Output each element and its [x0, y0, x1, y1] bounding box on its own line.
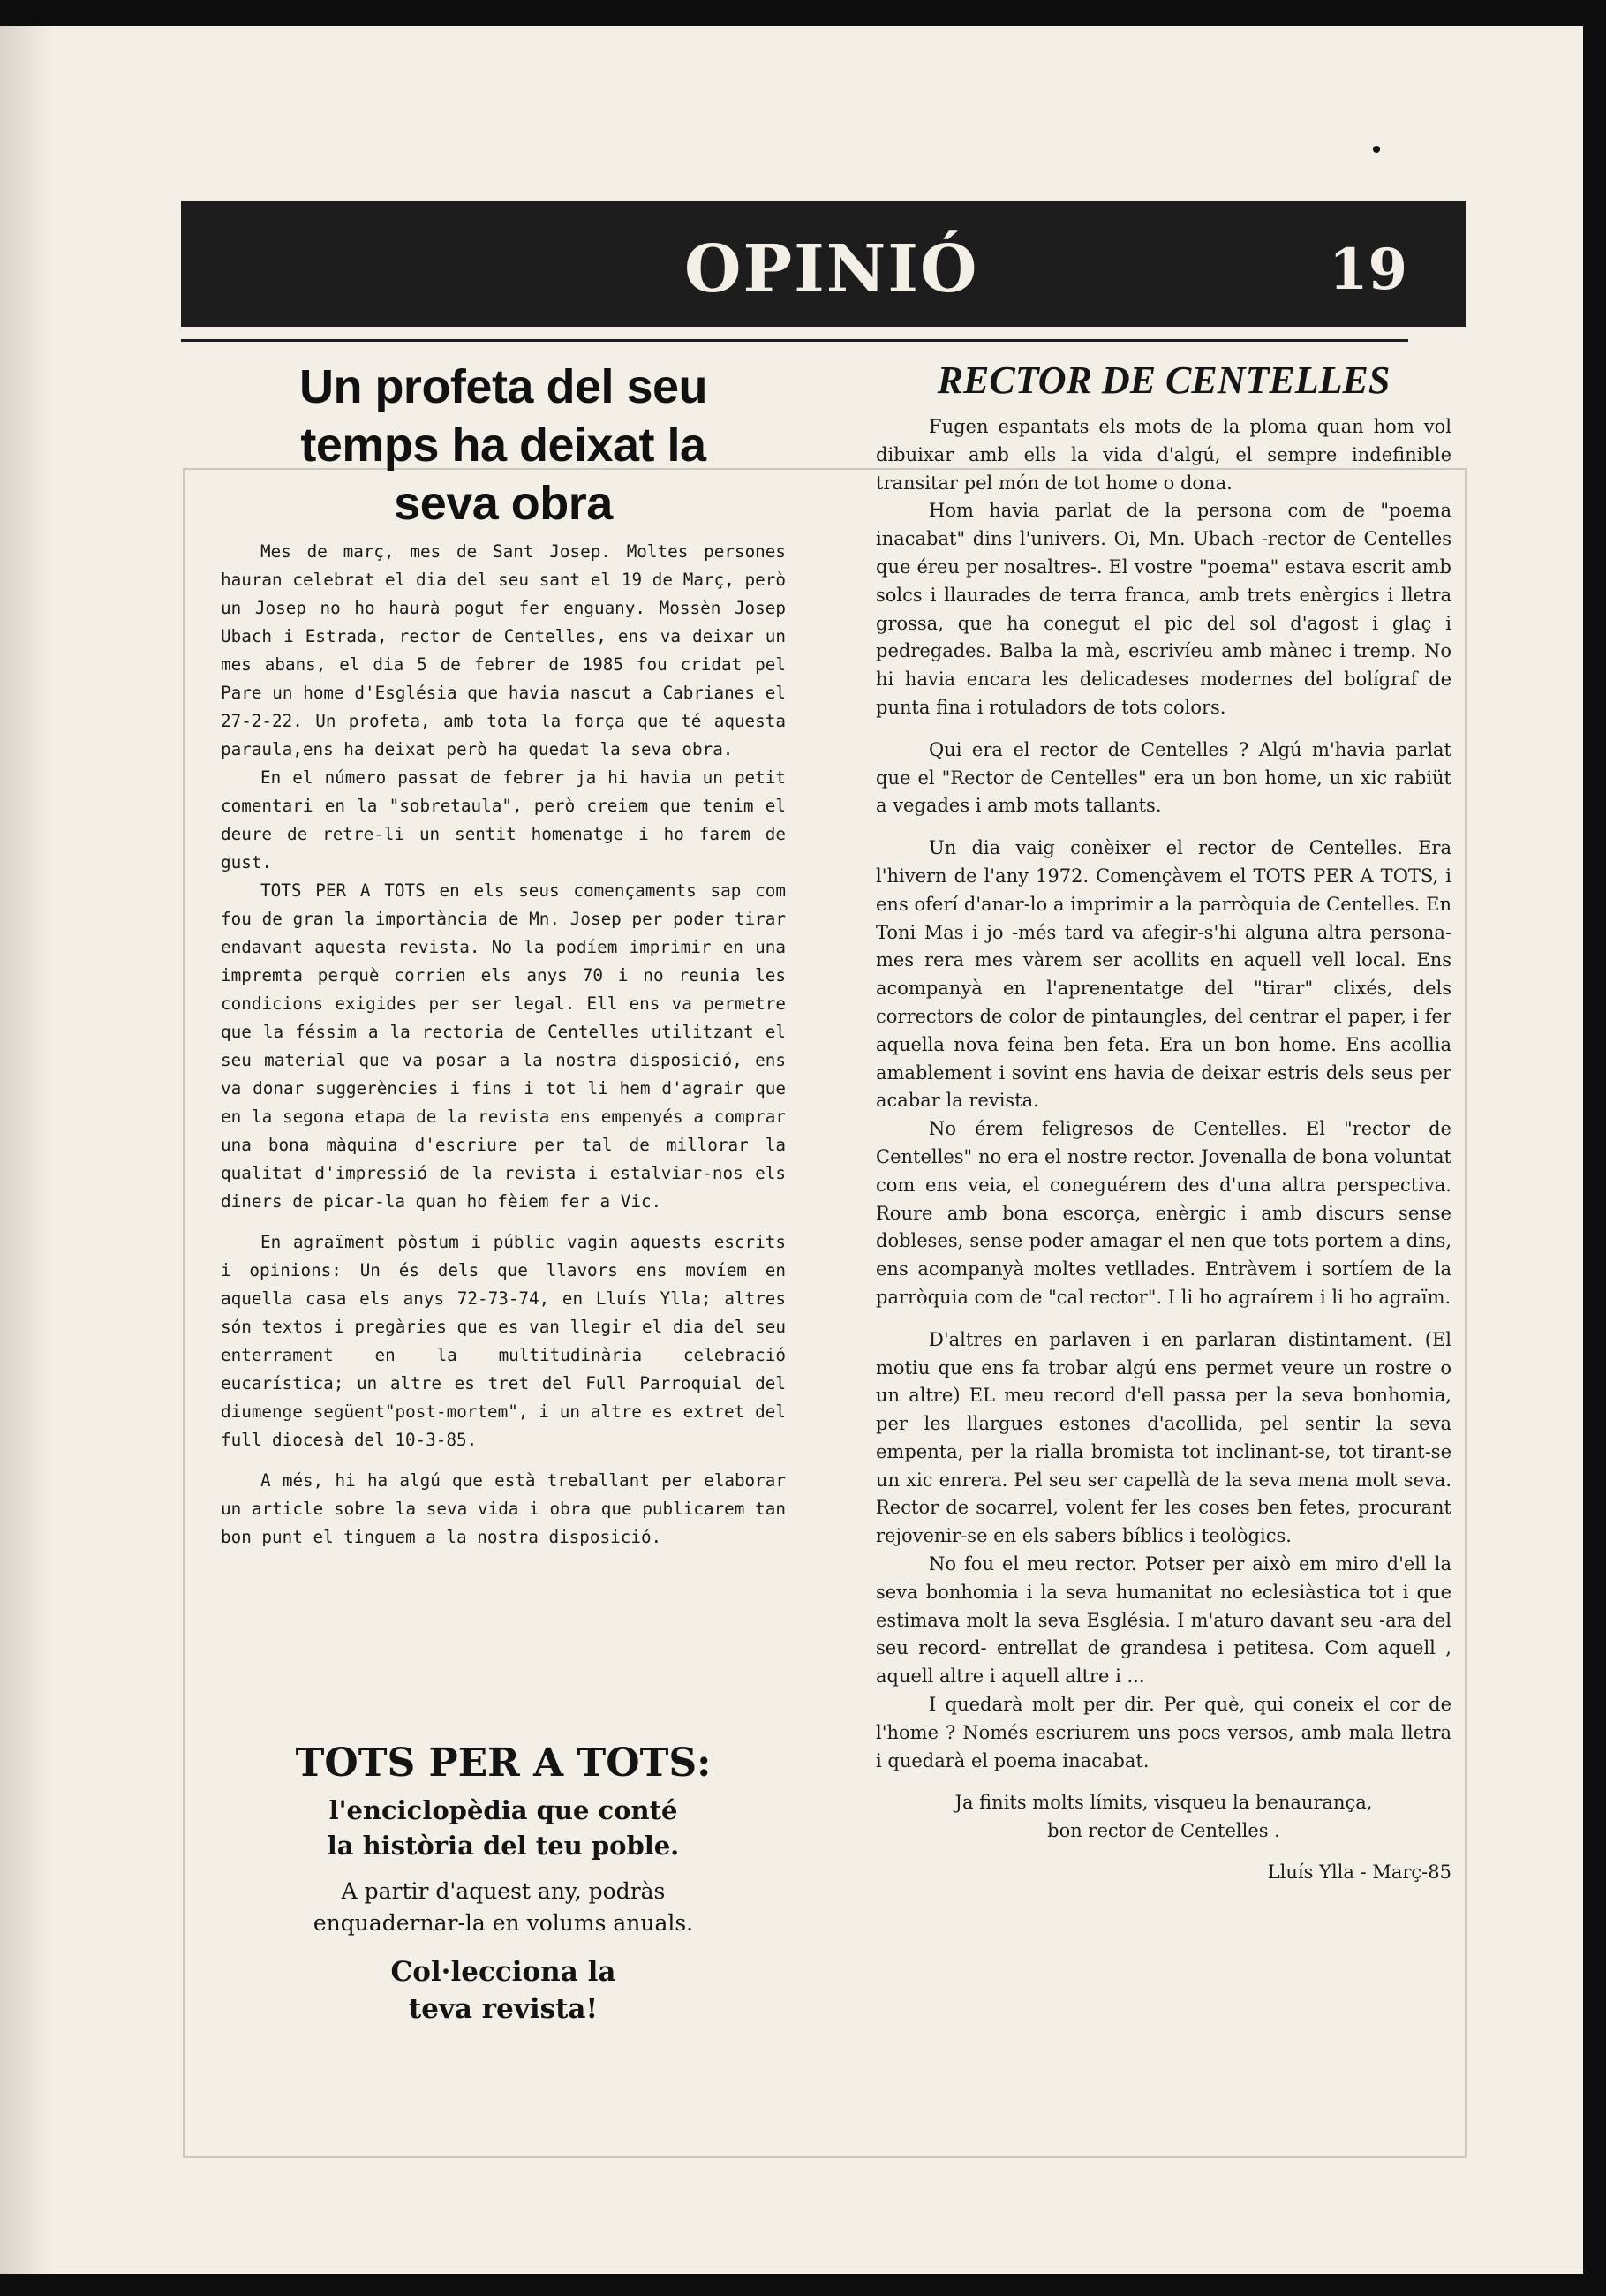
- article-paragraph: Mes de març, mes de Sant Josep. Moltes persones hauran celebrat el dia del seu sant el 19 de Març, però un Josep no ho haurà pogut fer enguany. Mossèn Josep Ubach i Estrada, rector de Centelles, ens va deixar un mes abans, el dia 5 de febrer de 1985 fou cridat pel Pare un home d'Església que havia nascut a Cabrianes el 27-2-22. Un profeta, amb tota la força que té aquesta paraula,ens ha deixat però ha quedat la seva obra.: [221, 541, 786, 759]
- article-paragraph: Un dia vaig conèixer el rector de Centelles. Era l'hivern de l'any 1972. Començàvem el TOTS PER A TOTS, i ens oferí d'anar-lo a imprimir a la parròquia de Centelles. En Toni Mas i jo -més tard va afegir-s'hi alguna altra persona- mes rera mes vàrem ser acollits en aquell vell local. Ens acompanyà en l'aprenentatge del "tirar" clixés, dels correctors de color de pintaungles, del centrar el paper, i fer aquella nova feina ben feta. Era un bon home. Ens acollia amablement i sovint ens havia de deixar estris dels seus per acabar la revista.: [876, 837, 1451, 1112]
- article-paragraph: I quedarà molt per dir. Per què, qui coneix el cor de l'home ? Només escriurem uns pocs versos, amb mala lletra i quedarà el poema inacabat.: [876, 1694, 1451, 1771]
- article-paragraph: No érem feligresos de Centelles. El "rector de Centelles" no era el nostre rector. Jovenalla de bona voluntat com ens veia, el coneguérem des d'una altra perspectiva. Roure amb bona escorça, enèrgic i amb discurs sense dobleses, sense poder amagar el nen que tots portem a dins, ens acompanyà moltes vetllades. Entràvem i sortíem de la parròquia com de "cal rector". I li ho agraírem i li ho agraïm.: [876, 1118, 1451, 1308]
- left-article: [221, 358, 786, 1552]
- headline-line: Un profeta del seu: [298, 360, 708, 413]
- section-title: OPINIÓ: [684, 231, 979, 307]
- article-paragraph: Hom havia parlat de la persona com de "poema inacabat" dins l'univers. Oi, Mn. Ubach -rector de Centelles que éreu per nosaltres-. El vostre "poema" estava escrit amb solcs i llaurades de terra franca, amb trets enèrgics i lletra grossa, que ha conegut el pic del sol d'agost i glaç i pedregades. Balba la mà, escrivíeu amb mànec i tremp. No hi havia encara les delicadeses modernes del bolígraf de punta fina i rotuladors de tots colors.: [876, 500, 1451, 718]
- right-article: [876, 358, 1451, 1883]
- page-number: 19: [1329, 237, 1408, 303]
- ink-speck: [1373, 146, 1380, 153]
- promo-title: TOTS PER A TOTS:: [295, 1741, 712, 1786]
- article-paragraph: A més, hi ha algú que està treballant per elaborar un article sobre la seva vida i obra que publicarem tan bon punt el tinguem a la nostra disposició.: [221, 1470, 786, 1547]
- page-gutter: [0, 26, 53, 2274]
- promo-subtitle-line: la història del teu poble.: [327, 1831, 680, 1861]
- header-rule: [181, 339, 1408, 342]
- article-paragraph: En el número passat de febrer ja hi havia un petit comentari en la "sobretaula", però creiem que tenim el deure de retre-li un sentit homenatge i ho farem de gust.: [221, 767, 786, 872]
- article-headline: [221, 358, 786, 532]
- article-signature: Lluís Ylla - Març-85: [1267, 1862, 1451, 1884]
- article-paragraph: TOTS PER A TOTS en els seus començaments sap com fou de gran la importància de Mn. Josep per poder tirar endavant aquesta revista. No la podíem imprimir en una impremta perquè corrien els anys 70 i no reunia les condicions exigides per ser legal. Ell ens va permetre que la féssim a la rectoria de Centelles utilitzant el seu material que va posar a la nostra disposició, ens va donar suggerències i fins i tot li hem d'agrair que en la segona etapa de la revista ens empenyés a comprar una bona màquina d'escriure per tal de millorar la qualitat d'impressió de la revista i estalviar-nos els diners de picar-la quan ho fèiem fer a Vic.: [221, 880, 786, 1212]
- article-paragraph: Fugen espantats els mots de la ploma quan hom vol dibuixar amb ells la vida d'algú, el sempre indefinible transitar pel món de tot home o dona.: [876, 416, 1451, 494]
- promo-box: [252, 1740, 755, 2028]
- promo-text: [252, 1876, 755, 1939]
- article-paragraph: Qui era el rector de Centelles ? Algú m'havia parlat que el "Rector de Centelles" era un bon home, un xic rabiüt a vegades i amb mots tallants.: [876, 738, 1451, 817]
- promo-cta-line: Col·lecciona la: [390, 1956, 616, 1988]
- promo-subtitle-line: l'enciclopèdia que conté: [328, 1795, 678, 1825]
- promo-text-line: enquadernar-la en volums anuals.: [313, 1910, 694, 1936]
- promo-cta-line: teva revista!: [408, 1993, 599, 2025]
- article-paragraph: En agraïment pòstum i públic vagin aquests escrits i opinions: Un és dels que llavors ens movíem en aquella casa els anys 72-73-74, en Lluís Ylla; altres són textos i pregàries que es van llegir el dia del seu enterrament en la multitudinària celebració eucarística; un altre es tret del Full Parroquial del diumenge següent"post-mortem", i un altre es extret del full diocesà del 10-3-85.: [221, 1232, 786, 1450]
- headline-line: seva obra: [394, 477, 613, 530]
- headline-line: temps ha deixat la: [300, 419, 706, 472]
- right-article-title: RECTOR DE CENTELLES: [937, 359, 1391, 402]
- closing-line: Ja finits molts límits, visqueu la benaurança,: [954, 1792, 1373, 1814]
- closing-line: bon rector de Centelles .: [1047, 1820, 1280, 1842]
- promo-text-line: A partir d'aquest any, podràs: [341, 1878, 666, 1904]
- article-paragraph: D'altres en parlaven i en parlaran distintament. (El motiu que ens fa trobar algú ens permet veure un rostre o un altre) EL meu record d'ell passa per la seva bonhomia, per les llargues estones d'acollida, pel sentir la seva empenta, per la rialla bromista tot inclinant-se, tot tirant-se un xic enrera. Pel seu ser capellà de la seva mena molt seva. Rector de socarrel, volent fer les coses ben fetes, procurant rejovenir-se en els sabers bíblics i teològics.: [876, 1328, 1451, 1547]
- promo-call-to-action: [252, 1953, 755, 2028]
- promo-subtitle: [252, 1793, 755, 1863]
- article-paragraph: No fou el meu rector. Potser per això em miro d'ell la seva bonhomia i la seva humanitat no eclesiàstica tot i que estimava molt la seva Església. I m'aturo davant seu -ara del seu record- entrellat de grandesa i petitesa. Com aquell , aquell altre i aquell altre i ...: [876, 1553, 1451, 1688]
